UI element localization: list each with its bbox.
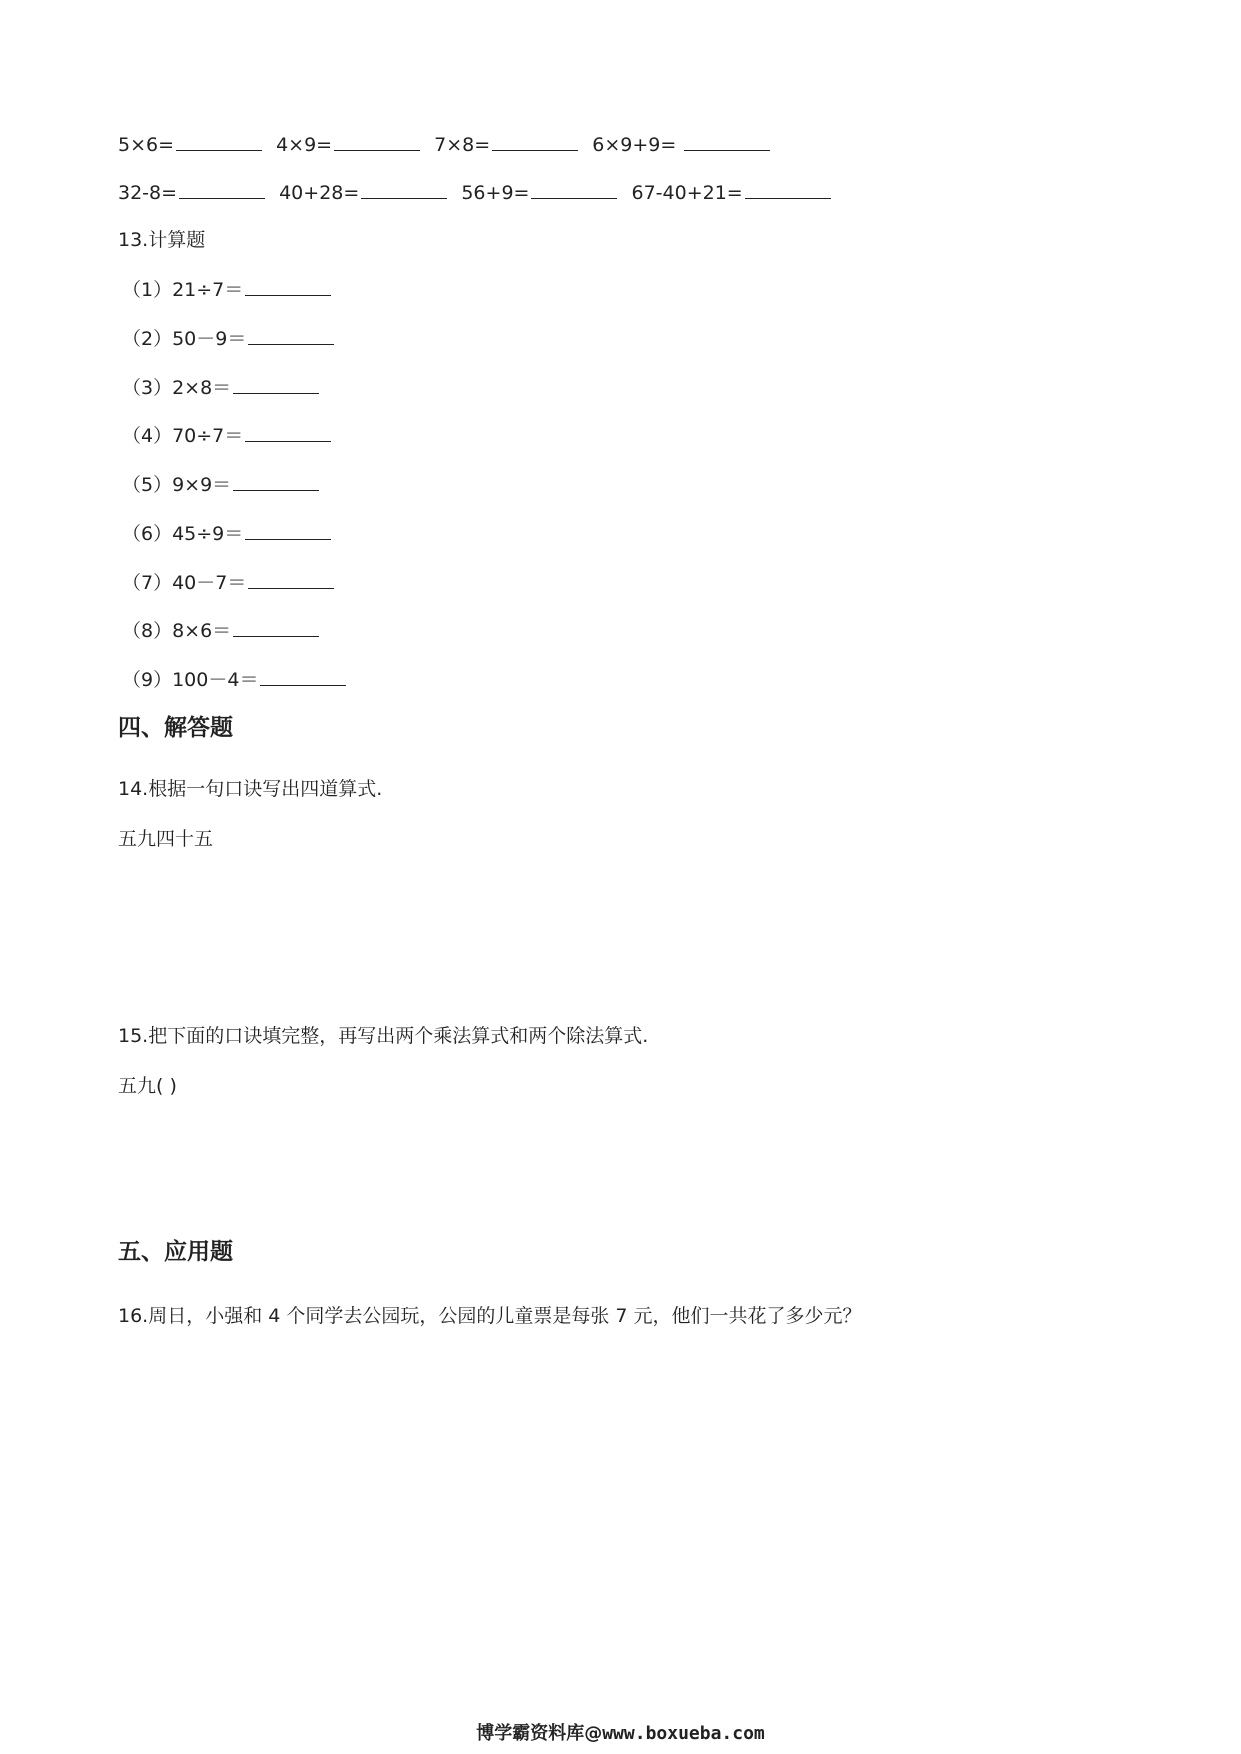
calc-item-8: （8）8×6＝ xyxy=(122,616,319,645)
calc-item-1: （1）21÷7＝ xyxy=(122,275,331,304)
oral-calc-item: 6×9+9= xyxy=(592,130,770,159)
answer-blank[interactable] xyxy=(233,470,319,491)
oral-calc-item: 67-40+21= xyxy=(632,178,831,207)
footer-watermark xyxy=(0,1719,1241,1745)
answer-blank[interactable] xyxy=(233,373,319,394)
answer-blank[interactable] xyxy=(248,324,334,345)
answer-blank[interactable] xyxy=(245,519,331,540)
calc-item-2: （2）50－9＝ xyxy=(122,324,334,353)
calc-item-6: （6）45÷9＝ xyxy=(122,519,331,548)
calc-item-7: （7）40－7＝ xyxy=(122,568,334,597)
section-5-heading: 五、应用题 xyxy=(118,1239,233,1265)
oral-calc-item: 5×6= xyxy=(118,130,262,159)
section-4-heading: 四、解答题 xyxy=(118,715,233,741)
calc-item-5: （5）9×9＝ xyxy=(122,470,319,499)
footer-url[interactable]: www.boxueba.com xyxy=(602,1723,765,1744)
oral-calc-item: 40+28= xyxy=(279,178,447,207)
answer-blank[interactable] xyxy=(492,130,578,151)
answer-blank[interactable] xyxy=(260,665,346,686)
question-15-text: 五九( ) xyxy=(118,1075,177,1097)
oral-calc-item: 56+9= xyxy=(461,178,617,207)
answer-blank[interactable] xyxy=(245,275,331,296)
question-14-title: 14.根据一句口诀写出四道算式. xyxy=(118,778,383,800)
answer-blank[interactable] xyxy=(531,178,617,199)
answer-blank[interactable] xyxy=(233,616,319,637)
oral-calc-item: 32-8= xyxy=(118,178,265,207)
answer-blank[interactable] xyxy=(361,178,447,199)
question-15-title: 15.把下面的口诀填完整，再写出两个乘法算式和两个除法算式. xyxy=(118,1025,649,1047)
footer-site-name: 博学霸资料库@ xyxy=(476,1723,603,1744)
answer-blank[interactable] xyxy=(245,421,331,442)
question-16-title: 16.周日，小强和 4 个同学去公园玩，公园的儿童票是每张 7 元，他们一共花了多少元？ xyxy=(118,1305,862,1327)
answer-blank[interactable] xyxy=(248,568,334,589)
answer-blank[interactable] xyxy=(745,178,831,199)
oral-calc-item: 4×9= xyxy=(276,130,420,159)
answer-blank[interactable] xyxy=(176,130,262,151)
oral-calc-row-1 xyxy=(118,130,778,159)
answer-blank[interactable] xyxy=(334,130,420,151)
answer-blank[interactable] xyxy=(179,178,265,199)
answer-blank[interactable] xyxy=(684,130,770,151)
question-14-text: 五九四十五 xyxy=(118,828,214,850)
oral-calc-item: 7×8= xyxy=(434,130,578,159)
calc-item-4: （4）70÷7＝ xyxy=(122,421,331,450)
question-13-title: 13.计算题 xyxy=(118,229,206,251)
oral-calc-row-2 xyxy=(118,178,839,207)
calc-item-3: （3）2×8＝ xyxy=(122,373,319,402)
calc-item-9: （9）100－4＝ xyxy=(122,665,346,694)
